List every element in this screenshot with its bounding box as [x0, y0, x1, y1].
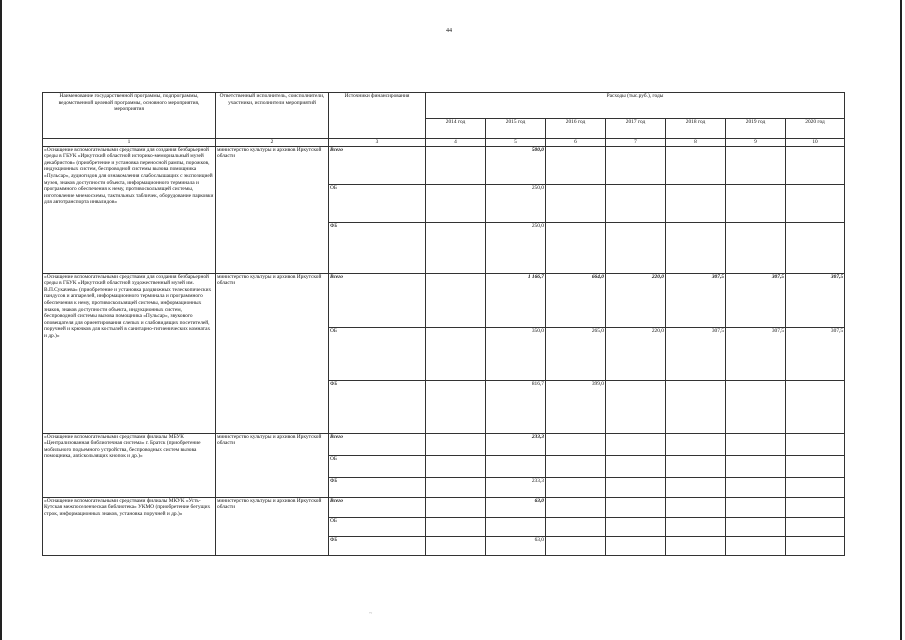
expense-value: 233,3 [486, 477, 546, 497]
expense-value [726, 433, 786, 455]
column-number: 10 [786, 139, 845, 147]
header-sources: Источники финансирования [329, 93, 426, 139]
expense-value [726, 455, 786, 477]
activity-name: «Оснащение вспомогательными средствами для создания безбарьерной среды в ГБУК «Иркутский областной историко-мемориальный музей декабристов» (приобретение и установка переносной рампы, порожков, индукционных систем, беспроводной системы вызова помощника «Пульсар», аудиогидов для ознакомления слабослышащих с экспозицией музея, знаков доступности объекта, информационного терминала и программного обеспечения к нему, противоскользящей системы, изготовление мнемосхемы, тактильных табличек, оборудование парковки для автотранспорта инвалидов» [43, 146, 216, 273]
expense-value [726, 517, 786, 536]
header-year: 2019 год [726, 119, 786, 139]
table-row [43, 497, 845, 517]
expense-value: 816,7 [486, 380, 546, 433]
activity-executor: министерство культуры и архивов Иркутской области [216, 497, 329, 555]
expense-value: 250,0 [486, 222, 546, 273]
expense-value [786, 477, 845, 497]
expense-value: 1 166,7 [486, 273, 546, 327]
footer-mark: ~ [369, 611, 373, 617]
expense-value [666, 433, 726, 455]
expense-value [546, 184, 606, 222]
column-number: 6 [546, 139, 606, 147]
expense-value [426, 273, 486, 327]
expense-value [426, 517, 486, 536]
header-year: 2015 год [486, 119, 546, 139]
column-number: 3 [329, 139, 426, 147]
expense-value [786, 380, 845, 433]
header-year: 2016 год [546, 119, 606, 139]
expense-value [606, 497, 666, 517]
funding-source: ФБ [329, 222, 426, 273]
expense-value: 220,0 [606, 273, 666, 327]
expense-value [486, 517, 546, 536]
funding-source: ФБ [329, 536, 426, 555]
activity-name: «Оснащение вспомогательными средствами для создания безбарьерной среды в ГБУК «Иркутский областной художественный музей им. В.П.Сукачева» (приобретение и установка раздвижных телескопических пандусов и аппарелей, информационного терминала и программного обеспечения к нему, противоскользящей системы, информационных знаков, знаков доступности объекта, индукционных систем, беспроводной системы вызова помощника «Пульсар», звукового оповещателя для ориентирования слепых и слабовидящих посетителей, поручней и крючков для костылей в санитарно-гигиенических комнатах и др.)» [43, 273, 216, 433]
expense-value: 265,0 [546, 327, 606, 380]
expense-value [786, 517, 845, 536]
activity-executor: министерство культуры и архивов Иркутской области [216, 273, 329, 433]
header-expenses: Расходы (тыс.руб.), годы [426, 93, 845, 119]
column-number: 5 [486, 139, 546, 147]
expense-value: 307,5 [786, 327, 845, 380]
expense-value: 399,0 [546, 380, 606, 433]
expense-value [426, 536, 486, 555]
expense-value: 220,0 [606, 327, 666, 380]
expense-value [546, 146, 606, 184]
funding-source: ФБ [329, 380, 426, 433]
expense-value [606, 536, 666, 555]
expense-value [606, 184, 666, 222]
expense-value [666, 455, 726, 477]
expense-value [666, 497, 726, 517]
expense-value [546, 222, 606, 273]
expense-value: 307,5 [786, 273, 845, 327]
funding-source: Всего [329, 497, 426, 517]
expense-value [666, 222, 726, 273]
activity-name: «Оснащение вспомогательными средствами филиалы МКУК «Усть-Кутская межпоселенческая библиотека» УКМО (приобретение бегущих строк, информационных знаков, установка поручней и др.)» [43, 497, 216, 555]
funding-source: ОБ [329, 184, 426, 222]
expense-value [666, 477, 726, 497]
expense-value [666, 380, 726, 433]
expense-value [546, 477, 606, 497]
expense-value [546, 433, 606, 455]
activity-name: «Оснащение вспомогательными средствами филиалы МБУК «Централизованная библиотечная система» г. Братск (приобретение мобильного подъемного устройства, беспроводных систем вызова помощника, antiскользящих кнопок и др.)» [43, 433, 216, 497]
expense-value [606, 146, 666, 184]
expense-value [546, 497, 606, 517]
expense-value [546, 455, 606, 477]
expense-value [606, 517, 666, 536]
expense-value: 250,0 [486, 184, 546, 222]
expense-value [426, 497, 486, 517]
page-right-edge [900, 0, 902, 640]
expense-value: 307,5 [666, 327, 726, 380]
table-row [43, 146, 845, 184]
expense-value: 307,5 [666, 273, 726, 327]
column-number: 8 [666, 139, 726, 147]
header-year: 2014 год [426, 119, 486, 139]
column-number: 4 [426, 139, 486, 147]
expense-value [606, 380, 666, 433]
expense-value [426, 146, 486, 184]
expense-value [546, 517, 606, 536]
expense-value: 307,5 [726, 327, 786, 380]
table-row [43, 433, 845, 455]
column-number: 7 [606, 139, 666, 147]
expense-value [726, 497, 786, 517]
expense-value: 63,0 [486, 497, 546, 517]
header-name: Наименование государственной программы, подпрограммы, ведомственной целевой программы, основного мероприятия, мероприятия [43, 93, 216, 139]
expense-value [666, 146, 726, 184]
expense-value [606, 222, 666, 273]
expense-value [666, 184, 726, 222]
expense-value [726, 222, 786, 273]
column-number: 1 [43, 139, 216, 147]
activity-executor: министерство культуры и архивов Иркутской области [216, 433, 329, 497]
expense-value [726, 380, 786, 433]
expense-value [786, 455, 845, 477]
expense-value [426, 184, 486, 222]
header-year: 2017 год [606, 119, 666, 139]
expense-value [726, 477, 786, 497]
expense-value [486, 455, 546, 477]
funding-source: ОБ [329, 327, 426, 380]
expense-value [786, 146, 845, 184]
expense-value [666, 536, 726, 555]
expense-value [426, 222, 486, 273]
funding-source: ОБ [329, 517, 426, 536]
funding-source: ОБ [329, 455, 426, 477]
expense-value [726, 536, 786, 555]
funding-source: Всего [329, 433, 426, 455]
expense-value [606, 477, 666, 497]
page-number: 44 [446, 28, 452, 34]
expense-value [426, 477, 486, 497]
expense-value [786, 222, 845, 273]
header-year: 2020 год [786, 119, 845, 139]
expense-value [426, 327, 486, 380]
column-number: 9 [726, 139, 786, 147]
header-executor: Ответственный исполнитель, соисполнители, участники, исполнители мероприятий [216, 93, 329, 139]
expense-value [726, 146, 786, 184]
expense-value: 350,0 [486, 327, 546, 380]
table-row [43, 273, 845, 327]
expense-value: 307,5 [726, 273, 786, 327]
expense-value [726, 184, 786, 222]
expense-value: 233,3 [486, 433, 546, 455]
expense-value [786, 433, 845, 455]
expense-value: 63,0 [486, 536, 546, 555]
expense-value [606, 433, 666, 455]
activity-executor: министерство культуры и архивов Иркутской области [216, 146, 329, 273]
expense-value [546, 536, 606, 555]
expense-value [606, 455, 666, 477]
expense-value [786, 497, 845, 517]
expense-value [426, 455, 486, 477]
header-year: 2018 год [666, 119, 726, 139]
expense-value [426, 380, 486, 433]
expense-value: 500,0 [486, 146, 546, 184]
expense-value [786, 184, 845, 222]
page-left-edge [0, 0, 2, 640]
funding-source: Всего [329, 146, 426, 184]
expense-value: 664,0 [546, 273, 606, 327]
expense-value [786, 536, 845, 555]
financing-table [42, 92, 845, 556]
column-number: 2 [216, 139, 329, 147]
expense-value [426, 433, 486, 455]
funding-source: Всего [329, 273, 426, 327]
expense-value [666, 517, 726, 536]
funding-source: ФБ [329, 477, 426, 497]
